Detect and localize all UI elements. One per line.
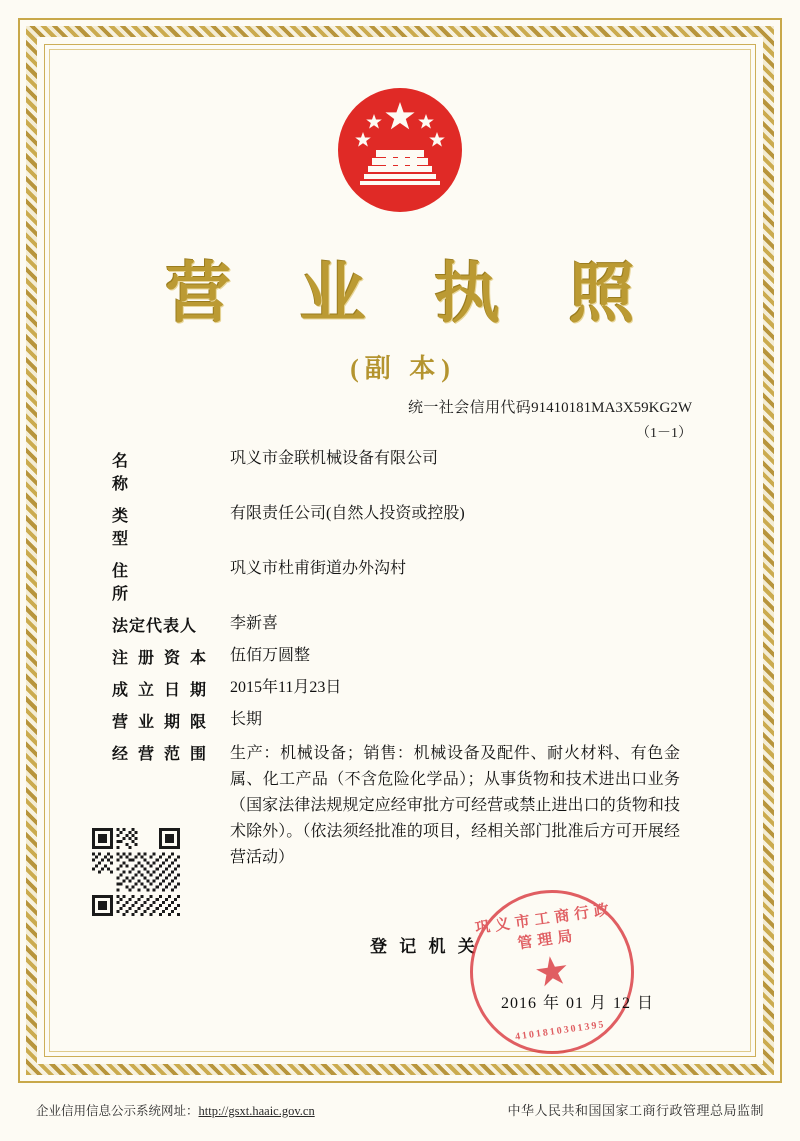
issue-date-year: 2016 [501,995,537,1012]
emblem-container [0,78,800,228]
field-value-address: 巩义市杜甫街道办外沟村 [230,560,407,577]
credit-code-line [408,396,692,417]
field-value-term: 长期 [230,711,263,728]
national-emblem-icon [316,78,484,228]
field-label-capital [112,645,230,668]
page-number: （1－1） [636,426,692,441]
issue-date-month-unit: 月 [590,995,608,1012]
registration-authority-label: 登 记 机 关 [370,937,479,956]
field-label-text: 名称 [112,453,173,493]
field-row [112,677,692,700]
seal-bottom-text: 4101810301395 [514,1019,607,1043]
field-label-address [112,558,230,604]
field-label-type [112,503,230,549]
footer-website-label: 企业信用信息公示系统网址： [36,1104,199,1118]
document-subtitle: (副 本) [350,354,456,383]
document-title: 营 业 执 照 [165,258,661,331]
issue-date-month: 01 [566,995,585,1012]
field-label-term [112,709,230,732]
issue-date [498,990,657,1013]
field-value-established: 2015年11月23日 [230,679,342,696]
footer-issuer: 中华人民共和国国家工商行政管理总局监制 [507,1103,764,1118]
credit-code-label: 统一社会信用代码 [407,400,532,416]
field-row [112,709,692,732]
field-value-name: 巩义市金联机械设备有限公司 [230,450,439,467]
field-label-established [112,677,230,700]
field-row [112,558,692,604]
field-value-type: 有限责任公司(自然人投资或控股) [230,505,465,522]
field-value-legal-rep: 李新喜 [230,615,279,632]
field-row [112,448,692,494]
field-label-text: 类型 [112,508,173,548]
field-label-text: 经营范围 [112,746,217,763]
field-row [112,503,692,549]
field-row [112,741,692,871]
qr-code [92,828,180,916]
footer-website-url[interactable]: http://gsxt.haaic.gov.cn [198,1104,315,1118]
issue-date-day-unit: 日 [637,995,655,1012]
field-label-text: 成立日期 [112,682,217,699]
field-label-text: 注册资本 [112,650,217,667]
field-label-legal-rep [112,613,230,636]
field-value-scope: 生产：机械设备；销售：机械设备及配件、耐火材料、有色金属、化工产品（不含危险化学品）；从事货物和技术进出口业务（国家法律法规规定应经审批方可经营或禁止进出口的货物和技术除外）。（依法须经批准的项目，经相关部门批准后方可开展经营活动） [230,745,680,866]
footer-website [36,1101,315,1119]
credit-code-value: 91410181MA3X59KG2W [531,400,692,416]
issue-date-year-unit: 年 [543,995,561,1012]
seal-top-text: 巩义市工商行政管理局 [474,901,616,953]
seal-star-icon: ★ [531,946,573,997]
field-label-text: 住所 [112,563,173,603]
field-label-text: 营业期限 [112,714,217,731]
field-row [112,645,692,668]
field-label-name [112,448,230,494]
field-value-capital: 伍佰万圆整 [230,647,311,664]
field-row [112,613,692,636]
field-label-text: 法定代表人 [112,618,198,635]
field-label-scope [112,741,230,764]
issue-date-day: 12 [613,995,632,1012]
license-fields [112,448,692,880]
